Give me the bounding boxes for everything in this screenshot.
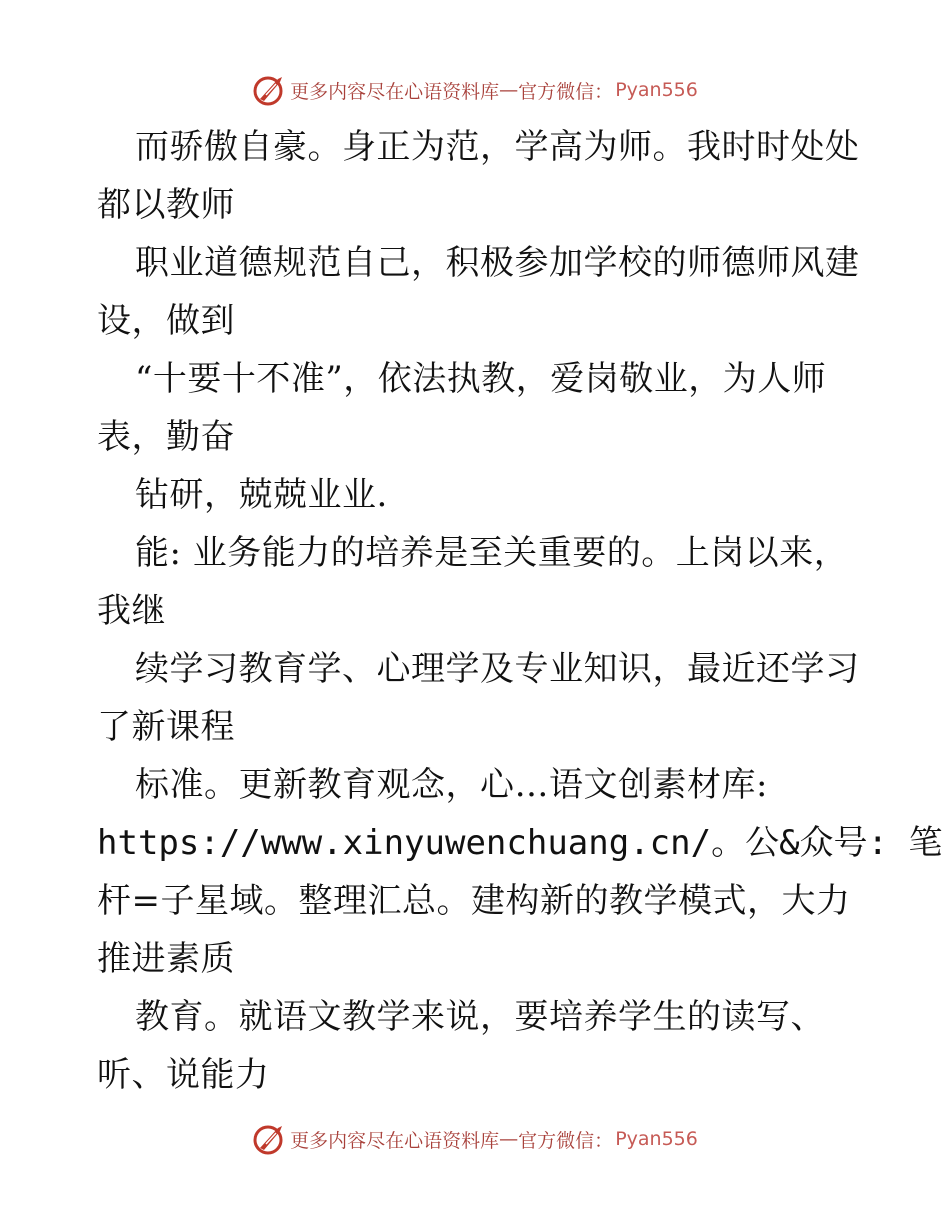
text-line: 续学习教育学、心理学及专业知识，最近还学习 <box>135 649 860 689</box>
text-line: 了新课程 <box>97 707 235 747</box>
text-line: 都以教师 <box>97 185 235 225</box>
document-body <box>97 118 943 1104</box>
text-line-url: https://www.xinyuwenchuang.cn/。公&众号: 笔 <box>97 823 943 863</box>
text-line: 推进素质 <box>97 939 235 979</box>
quill-logo-icon <box>252 1122 286 1156</box>
text-line: 钻研，兢兢业业. <box>135 475 388 515</box>
text-line: 能: 业务能力的培养是至关重要的。上岗以来， <box>135 533 849 573</box>
banner-main-text: 更多内容尽在心语资料库 <box>290 1129 500 1152</box>
text-line: 教育。就语文教学来说，要培养学生的读写、 <box>135 997 825 1037</box>
text-line: 表，勤奋 <box>97 417 235 457</box>
text-line: 标准。更新教育观念，心…语文创素材库: <box>135 765 768 805</box>
text-line: 听、说能力 <box>97 1055 270 1095</box>
text-line: 设，做到 <box>97 301 235 341</box>
text-line: 而骄傲自豪。身正为范，学高为师。我时时处处 <box>135 127 860 167</box>
text-line: 职业道德规范自己，积极参加学校的师德师风建 <box>135 243 860 283</box>
banner-wechat-id: Pyan556 <box>615 79 698 101</box>
header-watermark-banner <box>0 70 950 110</box>
quill-logo-icon <box>252 73 286 107</box>
text-line: 我继 <box>97 591 166 631</box>
text-line: “十要十不准”，依法执教，爱岗敬业，为人师 <box>135 359 827 399</box>
banner-wechat-label: 官方微信： <box>518 80 614 103</box>
footer-watermark-banner <box>0 1119 950 1159</box>
banner-wechat-label: 官方微信： <box>518 1129 614 1152</box>
banner-dash: — <box>499 1128 519 1150</box>
banner-main-text: 更多内容尽在心语资料库 <box>290 80 500 103</box>
text-line: 杆=子星域。整理汇总。建构新的教学模式，大力 <box>97 881 851 921</box>
banner-wechat-id: Pyan556 <box>615 1128 698 1150</box>
banner-dash: — <box>499 79 519 101</box>
